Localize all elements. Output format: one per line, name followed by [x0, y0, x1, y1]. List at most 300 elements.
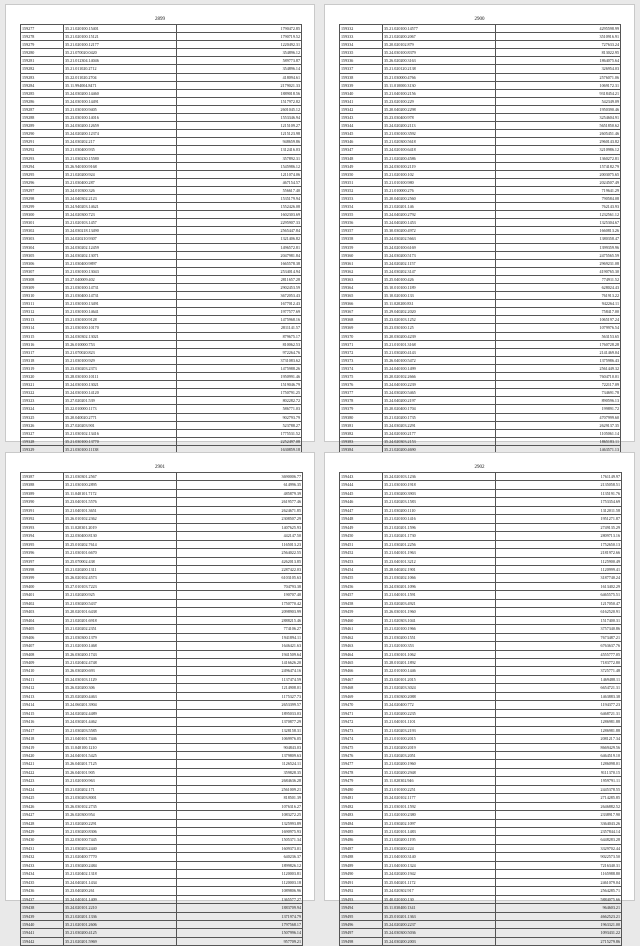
table-row [340, 259, 621, 267]
row-number-cell: 159289 [21, 122, 64, 130]
account-code-cell: 35.21.020303.1041 [383, 616, 496, 624]
row-number-cell: 159413 [21, 692, 64, 700]
table-row [340, 243, 621, 251]
row-number-cell: 159293 [21, 154, 64, 162]
table-row [21, 122, 302, 130]
table-row [340, 389, 621, 397]
table-row [340, 340, 621, 348]
row-number-cell: 159393 [21, 523, 64, 531]
account-code-cell: 35.26.030200.693 [64, 667, 177, 675]
account-code-cell: 35.21.020203.2193 [383, 726, 496, 734]
amount-cell: 890596.13 [496, 397, 621, 405]
amount-cell: 1125900.49 [496, 557, 622, 565]
amount-cell: 1507996.14 [177, 929, 303, 937]
amount-cell: 1630859.18 [177, 445, 302, 453]
amount-cell: 556617.40 [177, 186, 302, 194]
amount-cell: 7673487.21 [496, 633, 622, 641]
amount-cell: 1217050.47 [496, 599, 622, 607]
amount-cell: 2619577.46 [177, 498, 303, 506]
table-row [340, 122, 621, 130]
account-code-cell: 35.21.020203.3024 [383, 684, 496, 692]
account-code-cell: 35.21.030101.1062 [383, 650, 496, 658]
account-code-cell: 35.26.030200.1743 [64, 650, 177, 658]
table-row [21, 498, 303, 506]
table-row [340, 549, 622, 557]
table-row [21, 853, 303, 861]
row-number-cell: 159443 [340, 473, 383, 481]
row-number-cell: 159404 [21, 616, 64, 624]
table-row [340, 819, 622, 827]
amount-cell: 2445378.55 [496, 785, 622, 793]
account-code-cell: 35.21.020100.353 [383, 642, 496, 650]
row-number-cell: 159290 [21, 130, 64, 138]
row-number-cell: 159329 [21, 445, 64, 453]
account-code-cell: 35.24.030201.4462 [64, 718, 177, 726]
table-row [21, 667, 303, 675]
account-code-cell: 35.21.020201.1596 [383, 523, 496, 531]
row-number-cell: 159490 [340, 870, 383, 878]
account-code-cell: 35.21.030400.287 [64, 178, 177, 186]
account-code-cell: 35.24.020300.723 [64, 211, 177, 219]
account-code-cell: 35.21.070020.823 [64, 348, 177, 356]
amount-cell: 2749135.29 [496, 523, 622, 531]
amount-cell: 354896.12 [177, 49, 302, 57]
table-row [340, 844, 622, 852]
table-row [340, 203, 621, 211]
account-code-cell: 35.26.010102.2362 [64, 515, 177, 523]
amount-cell: 2714285.85 [496, 794, 622, 802]
account-code-cell: 35.27.020203.901 [64, 421, 177, 429]
row-number-cell: 159414 [21, 701, 64, 709]
row-number-cell: 159279 [21, 41, 64, 49]
table-row [340, 381, 621, 389]
account-code-cell: 35.28.010201.1892 [383, 658, 496, 666]
row-number-cell: 159453 [340, 557, 383, 565]
table-row [340, 777, 622, 785]
amount-cell: 1232561.12 [496, 211, 621, 219]
table-row [21, 413, 302, 421]
account-code-cell: 35.11.020200.831 [383, 300, 496, 308]
row-number-cell: 159498 [340, 937, 383, 945]
row-number-cell: 159470 [340, 701, 383, 709]
row-number-cell: 159335 [340, 49, 383, 57]
account-code-cell: 35.21.020100.2380 [383, 811, 496, 819]
table-row [340, 591, 622, 599]
account-code-cell: 35.22.030400.8130 [64, 532, 177, 540]
amount-cell: 6103105.63 [177, 574, 303, 582]
amount-cell: 802282.72 [177, 397, 302, 405]
table-row [21, 154, 302, 162]
account-code-cell: 35.21.020201.1730 [383, 532, 496, 540]
row-number-cell: 159456 [340, 582, 383, 590]
amount-cell: 1325993.89 [177, 819, 303, 827]
account-code-cell: 35.24.030100.8379 [383, 49, 496, 57]
account-code-cell: 35.24.940203.14621 [64, 203, 177, 211]
row-number-cell: 159431 [21, 844, 64, 852]
amount-cell: 1750770.42 [177, 599, 303, 607]
amount-cell: 1069172.31 [496, 81, 621, 89]
amount-cell: 818501.39 [177, 794, 303, 802]
row-number-cell: 159464 [340, 650, 383, 658]
account-code-cell: 35.26.020102.4573 [64, 574, 177, 582]
data-table [339, 24, 621, 470]
amount-cell: 5884075.66 [496, 895, 622, 903]
table-row [340, 692, 622, 700]
account-code-cell: 35.21.040101.1963 [383, 549, 496, 557]
amount-cell: 2646882.52 [496, 802, 622, 810]
table-row [21, 785, 303, 793]
amount-cell: 1215109.27 [177, 122, 302, 130]
table-row [21, 292, 302, 300]
account-code-cell: 35.21.020402.1318 [64, 870, 177, 878]
amount-cell: 1519046.79 [177, 381, 302, 389]
table-row [340, 429, 621, 437]
amount-cell: 1505371.34 [177, 836, 303, 844]
row-number-cell: 159462 [340, 633, 383, 641]
row-number-cell: 159486 [340, 836, 383, 844]
amount-cell: 9318454.21 [496, 89, 621, 97]
table-row [21, 348, 302, 356]
account-code-cell: 35.25.010202.7614 [64, 540, 177, 548]
amount-cell: 2534014.94 [177, 267, 302, 275]
amount-cell: 1165988.80 [496, 870, 622, 878]
table-row [21, 397, 302, 405]
row-number-cell: 159495 [340, 912, 383, 920]
account-code-cell: 35.23.040200.261 [64, 887, 177, 895]
account-code-cell: 35.21.020100.1416 [383, 515, 496, 523]
table-row [21, 811, 303, 819]
table-row [21, 308, 302, 316]
amount-cell: 2252497.08 [177, 437, 302, 445]
row-number-cell: 159412 [21, 684, 64, 692]
account-code-cell: 35.21.030200.4143 [383, 348, 496, 356]
account-code-cell: 35.23.030100.125 [383, 324, 496, 332]
table-row [340, 114, 621, 122]
table-row [340, 41, 621, 49]
account-code-cell: 35.20.040200.2560 [383, 194, 496, 202]
account-code-cell: 35.23.020100.229 [383, 97, 496, 105]
row-number-cell: 159403 [21, 608, 64, 616]
row-number-cell: 159286 [21, 97, 64, 105]
account-code-cell: 35.40.020100.130 [383, 895, 496, 903]
table-row [21, 895, 303, 903]
table-row [340, 768, 622, 776]
table-row [340, 25, 621, 33]
amount-cell: 1312416.03 [177, 146, 302, 154]
row-number-cell: 159320 [21, 373, 64, 381]
amount-cell: 719641.29 [496, 186, 621, 194]
account-code-cell: 35.24.030302.13021 [64, 332, 177, 340]
row-number-cell: 159415 [21, 709, 64, 717]
account-code-cell: 35.26.020200.306 [64, 684, 177, 692]
account-code-cell: 35.30.030200.4972 [383, 227, 496, 235]
table-row [340, 162, 621, 170]
row-number-cell: 159402 [21, 599, 64, 607]
amount-cell: 1165013.23 [177, 540, 303, 548]
amount-cell: 761913.22 [496, 292, 621, 300]
row-number-cell: 159296 [21, 178, 64, 186]
row-number-cell: 159449 [340, 523, 383, 531]
amount-cell: 2902453.59 [177, 284, 302, 292]
account-code-cell: 35.21.030200.224 [383, 844, 496, 852]
amount-cell: 4295598.99 [496, 25, 621, 33]
table-row [340, 515, 622, 523]
row-number-cell: 159370 [340, 332, 383, 340]
table-row [340, 300, 621, 308]
account-code-cell: 35.21.020100.12177 [64, 41, 177, 49]
amount-cell: 1475988.26 [177, 364, 302, 372]
row-number-cell: 159321 [21, 381, 64, 389]
data-table [20, 24, 302, 470]
row-number-cell: 159309 [21, 284, 64, 292]
table-row [340, 709, 622, 717]
amount-cell: 1371974.79 [177, 912, 303, 920]
table-row [21, 243, 302, 251]
table-row [21, 861, 303, 869]
row-number-cell: 159481 [340, 794, 383, 802]
account-code-cell: 35.26.010000.753 [64, 340, 177, 348]
table-row [21, 405, 302, 413]
table-row [340, 178, 621, 186]
amount-cell: 3757340.86 [496, 625, 622, 633]
table-row [21, 844, 303, 852]
table-row [340, 324, 621, 332]
amount-cell: 2653399.57 [177, 701, 303, 709]
amount-cell: 1864075.64 [496, 57, 621, 65]
account-code-cell: 35.24.030202.13071 [64, 251, 177, 259]
table-row [340, 794, 622, 802]
table-row [21, 489, 303, 497]
account-code-cell: 35.21.010100.2251 [383, 785, 496, 793]
amount-cell: 1895033.03 [177, 709, 303, 717]
amount-cell: 1211074.06 [177, 170, 302, 178]
account-code-cell: 35.28.040202.1901 [383, 565, 496, 573]
table-row [21, 57, 302, 65]
row-number-cell: 159427 [21, 811, 64, 819]
account-code-cell: 35.24.030203.2291 [383, 421, 496, 429]
amount-cell: 1553346.94 [177, 114, 302, 122]
amount-cell: 1093431.22 [496, 929, 622, 937]
account-code-cell: 35.21.020201.1336 [64, 912, 177, 920]
amount-cell: 2135058.51 [496, 481, 622, 489]
table-row [340, 718, 622, 726]
table-row [340, 853, 622, 861]
table-row [21, 146, 302, 154]
account-code-cell: 35.21.030101.6670 [64, 549, 177, 557]
row-number-cell: 159342 [340, 105, 383, 113]
account-code-cell: 35.21.020200.1960 [383, 760, 496, 768]
account-code-cell: 35.24.040200.1453 [383, 219, 496, 227]
row-number-cell: 159280 [21, 49, 64, 57]
table-row [21, 726, 303, 734]
row-number-cell: 159440 [21, 921, 64, 929]
table-row [21, 429, 302, 437]
account-code-cell: 35.21.030400.14731 [64, 292, 177, 300]
row-number-cell: 159345 [340, 130, 383, 138]
table-row [21, 828, 303, 836]
table-row [340, 65, 621, 73]
table-row [21, 73, 302, 81]
amount-cell: 1328158.31 [177, 726, 303, 734]
table-row [340, 667, 622, 675]
amount-cell: 3731083.62 [177, 356, 302, 364]
amount-cell: 2181972.66 [496, 549, 622, 557]
table-row [21, 912, 303, 920]
table-row [21, 300, 302, 308]
table-row [340, 506, 622, 514]
row-number-cell: 159369 [340, 324, 383, 332]
account-code-cell: 35.29.040202.2020 [383, 308, 496, 316]
document-page-2 [324, 4, 635, 452]
account-code-cell: 35.24.020202.4489 [64, 709, 177, 717]
row-number-cell: 159317 [21, 348, 64, 356]
amount-cell: 1120003.18 [177, 878, 303, 886]
account-code-cell: 35.24.020210.9307 [64, 235, 177, 243]
table-row [340, 146, 621, 154]
amount-cell: 1463883.38 [496, 692, 622, 700]
amount-cell: 2295907.33 [177, 219, 302, 227]
row-number-cell: 159437 [21, 895, 64, 903]
amount-cell: 1120999.41 [496, 565, 622, 573]
table-row [21, 506, 303, 514]
table-row [340, 227, 621, 235]
account-code-cell: 35.24.030202.12459 [64, 243, 177, 251]
row-number-cell: 159493 [340, 895, 383, 903]
account-code-cell: 35.21.020100.14577 [383, 25, 496, 33]
table-row [340, 489, 622, 497]
row-number-cell: 159421 [21, 760, 64, 768]
row-number-cell: 159482 [340, 802, 383, 810]
row-number-cell: 159388 [21, 481, 64, 489]
amount-cell: 902793.79 [177, 413, 302, 421]
table-row [340, 364, 621, 372]
row-number-cell: 159362 [340, 267, 383, 275]
row-number-cell: 159373 [340, 356, 383, 364]
row-number-cell: 159301 [21, 219, 64, 227]
amount-cell: 6448283.28 [496, 836, 622, 844]
amount-cell: 3329702.44 [496, 844, 622, 852]
account-code-cell: 35.26.020300.954 [64, 811, 177, 819]
amount-cell: 1463571.13 [496, 445, 621, 453]
amount-cell: 1065197.24 [496, 316, 621, 324]
table-row [21, 743, 303, 751]
row-number-cell: 159400 [21, 582, 64, 590]
row-number-cell: 159322 [21, 389, 64, 397]
row-number-cell: 159435 [21, 878, 64, 886]
amount-cell: 6464519.10 [496, 751, 622, 759]
table-row [340, 608, 622, 616]
row-number-cell: 159466 [340, 667, 383, 675]
account-code-cell: 35.21.020101.2606 [64, 921, 177, 929]
amount-cell: 2564022.55 [177, 549, 303, 557]
row-number-cell: 159302 [21, 227, 64, 235]
table-row [340, 284, 621, 292]
amount-cell: 1602303.69 [177, 211, 302, 219]
account-code-cell: 35.24.040100.2239 [383, 381, 496, 389]
row-number-cell: 159433 [21, 861, 64, 869]
account-code-cell: 35.28.030100.10111 [64, 373, 177, 381]
account-code-cell: 35.21.020200.925 [64, 591, 177, 599]
table-row [21, 608, 303, 616]
amount-cell: 1380358.47 [496, 235, 621, 243]
row-number-cell: 159465 [340, 658, 383, 666]
account-code-cell: 35.22.030100.7445 [64, 836, 177, 844]
account-code-cell: 35.27.010103.7223 [64, 582, 177, 590]
amount-cell: 1883709.94 [177, 904, 303, 912]
table-row [21, 929, 303, 937]
row-number-cell: 159366 [340, 300, 383, 308]
table-row [21, 878, 303, 886]
amount-cell: 1360272.81 [496, 154, 621, 162]
table-row [21, 515, 303, 523]
account-code-cell: 35.20.020102.879 [383, 41, 496, 49]
account-code-cell: 35.20.040020.2771 [64, 413, 177, 421]
account-code-cell: 35.21.020103.1457 [64, 219, 177, 227]
amount-cell: 586771.03 [177, 405, 302, 413]
amount-cell: 810062.53 [177, 340, 302, 348]
amount-cell: 1761149.97 [496, 473, 622, 481]
amount-cell: 4707999.60 [496, 413, 621, 421]
row-number-cell: 159469 [340, 692, 383, 700]
amount-cell: 1126524.11 [177, 760, 303, 768]
row-number-cell: 159423 [21, 777, 64, 785]
row-number-cell: 159447 [340, 506, 383, 514]
row-number-cell: 159429 [21, 828, 64, 836]
account-code-cell: 35.21.020200.4586 [383, 154, 496, 162]
table-row [340, 937, 622, 945]
row-number-cell: 159359 [340, 243, 383, 251]
table-row [340, 523, 622, 531]
table-row [340, 275, 621, 283]
account-code-cell: 35.20.020101.6438 [64, 608, 177, 616]
amount-cell: 2960143.82 [496, 138, 621, 146]
account-code-cell: 35.21.020402.4748 [64, 658, 177, 666]
table-row [340, 437, 621, 445]
row-number-cell: 159379 [340, 405, 383, 413]
table-row [21, 870, 303, 878]
row-number-cell: 159398 [21, 565, 64, 573]
amount-cell: 1475968.16 [177, 316, 302, 324]
row-number-cell: 159353 [340, 194, 383, 202]
row-number-cell: 159336 [340, 57, 383, 65]
account-code-cell: 35.24.030201.1096 [383, 582, 496, 590]
account-code-cell: 35.21.020202.171 [64, 785, 177, 793]
row-number-cell: 159417 [21, 726, 64, 734]
table-row [340, 904, 622, 912]
table-row [340, 828, 622, 836]
row-number-cell: 159281 [21, 57, 64, 65]
row-number-cell: 159467 [340, 675, 383, 683]
row-number-cell: 159411 [21, 675, 64, 683]
row-number-cell: 159496 [340, 921, 383, 929]
account-code-cell: 35.23.030203.2373 [64, 364, 177, 372]
account-code-cell: 35.21.030100.10170 [64, 324, 177, 332]
row-number-cell: 159307 [21, 267, 64, 275]
account-code-cell: 35.24.030200.2003 [383, 937, 496, 945]
table-row [340, 929, 622, 937]
table-row [340, 887, 622, 895]
account-code-cell: 35.21.030100.929 [64, 356, 177, 364]
amount-cell: 774106.27 [177, 625, 303, 633]
account-code-cell: 35.21.030100.1918 [383, 481, 496, 489]
table-row [21, 794, 303, 802]
account-code-cell: 35.21.020100.102 [383, 170, 496, 178]
row-number-cell: 159477 [340, 760, 383, 768]
account-code-cell: 35.21.011020.2712 [64, 65, 177, 73]
table-row [340, 701, 622, 709]
amount-cell: 1105061.14 [496, 429, 621, 437]
amount-cell: 640236.37 [177, 853, 303, 861]
